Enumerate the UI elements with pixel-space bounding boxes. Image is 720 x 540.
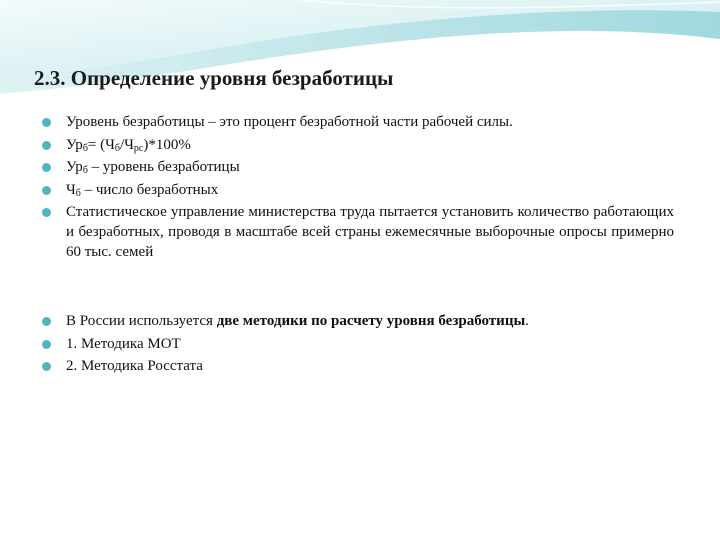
bullet-icon (42, 362, 51, 371)
formula-slash: /Ч (119, 136, 134, 153)
bullet-text-bold: две методики по расчету уровня безработицы (216, 313, 526, 329)
bullet-text-before: В России используется (66, 313, 217, 329)
bullet-icon (42, 317, 51, 326)
bullet-icon (42, 186, 51, 195)
bullet-prefix: Ч (66, 181, 76, 198)
header-wave-decoration (0, 0, 720, 110)
bullet-icon (42, 208, 51, 217)
bullet-suffix: – число безработных (80, 181, 219, 198)
formula-den-sub: рс (133, 142, 144, 154)
formula-num-sub: б (114, 142, 120, 154)
list-item (40, 181, 674, 201)
list-item (40, 113, 674, 133)
list-item (40, 312, 674, 332)
formula-lhs-sub: б (82, 142, 88, 154)
bullet-icon (42, 118, 51, 127)
bullet-icon (42, 340, 51, 349)
bullet-list-methods (40, 312, 674, 380)
list-item-formula (40, 136, 674, 156)
formula-eq: = (Ч (87, 136, 115, 153)
bullet-text: Уровень безработицы – это процент безработной части рабочей силы. (66, 114, 513, 130)
bullet-list-definitions (40, 113, 674, 265)
bullet-sub: б (75, 187, 81, 199)
bullet-icon (42, 163, 51, 172)
list-item (40, 158, 674, 178)
bullet-suffix: – уровень безработицы (87, 159, 240, 176)
formula-tail: )*100% (143, 136, 191, 153)
bullet-prefix: Ур (66, 159, 83, 176)
list-item (40, 335, 674, 355)
list-item (40, 357, 674, 377)
bullet-text: 2. Методика Росстата (66, 358, 203, 375)
bullet-sub: б (82, 165, 88, 177)
bullet-text: 1. Методика МОТ (66, 335, 181, 352)
bullet-text: Статистическое управление министерства труда пытается установить количество работающих и безработных, проводя в масштабе всей страны ежемесячные выборочные опросы примерно 60 тыс. семей (66, 204, 674, 260)
list-item (40, 203, 674, 262)
bullet-icon (42, 141, 51, 150)
page-title: 2.3. Определение уровня безработицы (34, 66, 394, 90)
bullet-text-after: . (525, 313, 529, 329)
formula-lhs: Ур (66, 136, 83, 153)
